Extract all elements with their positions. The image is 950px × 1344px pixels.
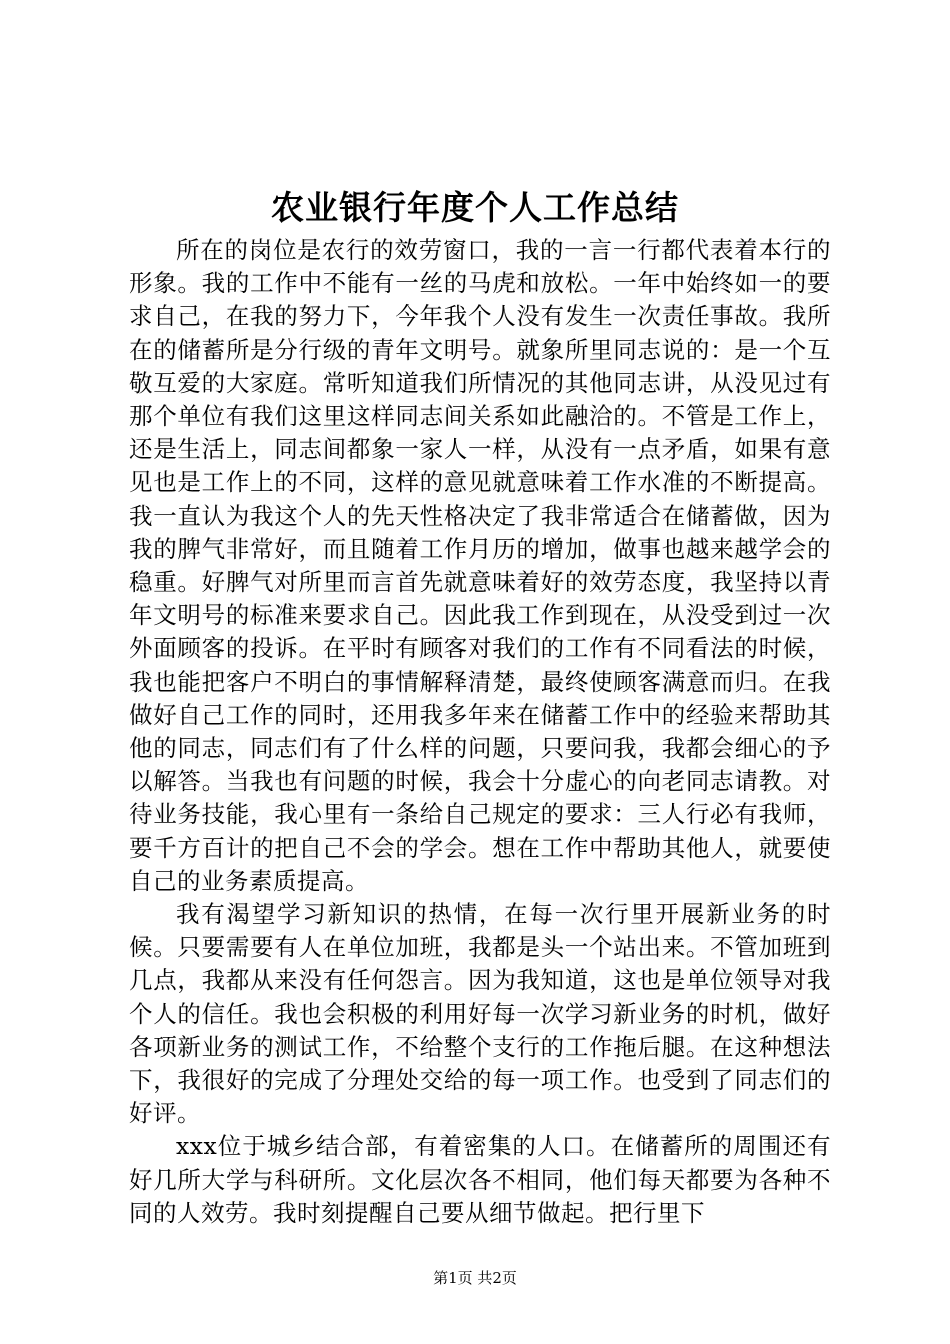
paragraph-3: xxx位于城乡结合部，有着密集的人口。在储蓄所的周围还有好几所大学与科研所。文化层次各不相同，他们每天都要为各种不同的人效劳。我时刻提醒自己要从细节做起。把行里下 (129, 1132, 831, 1227)
paragraph-2: 我有渴望学习新知识的热情，在每一次行里开展新业务的时候。只要需要有人在单位加班，我都是头一个站出来。不管加班到几点，我都从来没有任何怨言。因为我知道，这也是单位领导对我个人的信任。我也会积极的利用好每一次学习新业务的时机，做好各项新业务的测试工作，不给整个支行的工作拖后腿。在这种想法下，我很好的完成了分理处交给的每一项工作。也受到了同志们的好评。 (129, 900, 831, 1128)
paragraph-1: 所在的岗位是农行的效劳窗口，我的一言一行都代表着本行的形象。我的工作中不能有一丝的马虎和放松。一年中始终如一的要求自己，在我的努力下，今年我个人没有发生一次责任事故。我所在的储蓄所是分行级的青年文明号。就象所里同志说的：是一个互敬互爱的大家庭。常听知道我们所情况的其他同志讲，从没见过有那个单位有我们这里这样同志间关系如此融洽的。不管是工作上，还是生活上，同志间都象一家人一样，从没有一点矛盾，如果有意见也是工作上的不同，这样的意见就意味着工作水准的不断提高。我一直认为我这个人的先天性格决定了我非常适合在储蓄做，因为我的脾气非常好，而且随着工作月历的增加，做事也越来越学会的稳重。好脾气对所里而言首先就意味着好的效劳态度，我坚持以青年文明号的标准来要求自己。因此我工作到现在，从没受到过一次外面顾客的投诉。在平时有顾客对我们的工作有不同看法的时候，我也能把客户不明白的事情解释清楚，最终使顾客满意而归。在我做好自己工作的同时，还用我多年来在储蓄工作中的经验来帮助其他的同志，同志们有了什么样的问题，只要问我，我都会细心的予以解答。当我也有问题的时候，我会十分虚心的向老同志请教。对待业务技能，我心里有一条给自己规定的要求：三人行必有我师，要千方百计的把自己不会的学会。想在工作中帮助其他人，就要使自己的业务素质提高。 (129, 236, 831, 895)
page-number-footer: 第1页 共2页 (433, 1269, 517, 1287)
document-body (129, 234, 831, 1230)
document-title: 农业银行年度个人工作总结 (271, 188, 679, 227)
